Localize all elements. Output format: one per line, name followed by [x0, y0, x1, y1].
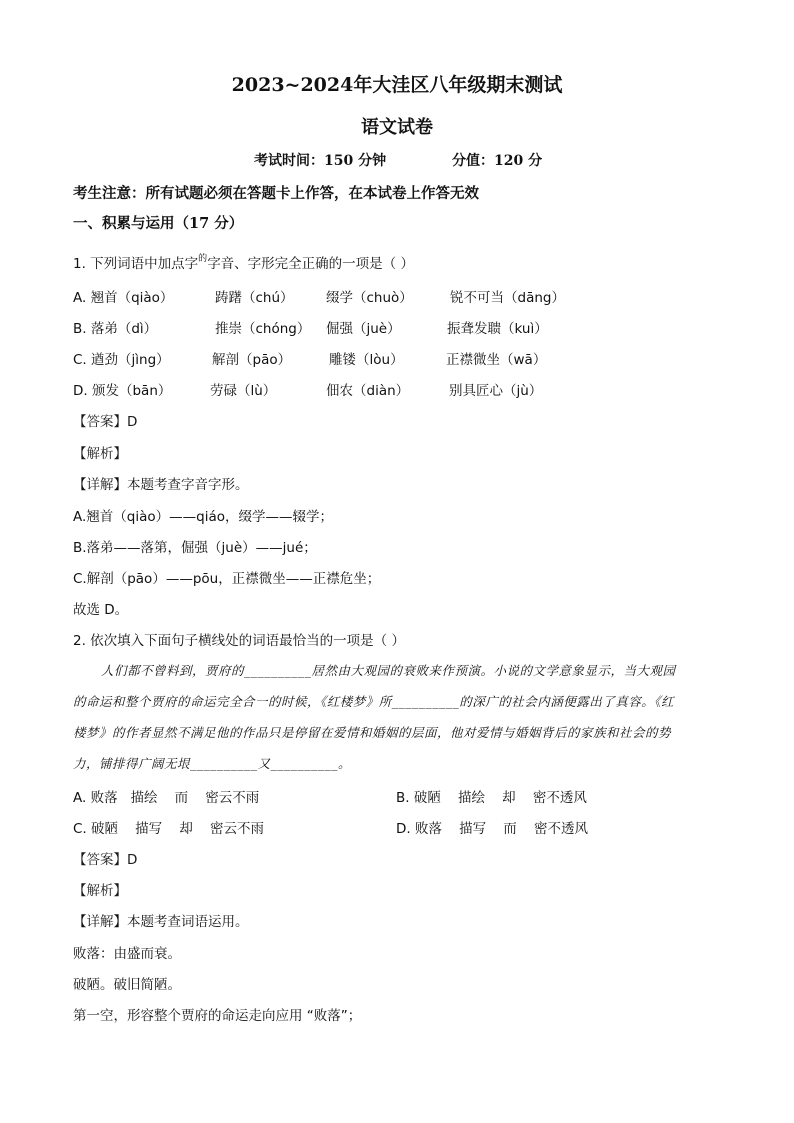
q1-line-1: A.翘首（qiào）——qiáo，缀学——辍学； [73, 509, 333, 525]
q2-option-b: B. 破陋 描绘 却 密不透风 [396, 790, 587, 806]
q2-answer: 【答案】D [73, 852, 138, 868]
q1-option-a-3: 缀学（chuò） [326, 290, 413, 306]
q1-option-a-2: 踌躇（chú） [215, 290, 294, 306]
question-1-stem-part-a: 1. 下列词语中加点字 [73, 256, 199, 272]
q1-answer: 【答案】D [73, 414, 138, 430]
q1-option-d-1: D. 颁发（bān） [73, 383, 172, 399]
q2-detail: 【详解】本题考查词语运用。 [73, 914, 249, 930]
exam-subtitle: 语文试卷 [361, 117, 433, 138]
q1-option-c-4: 正襟微坐（wā） [446, 352, 547, 368]
q2-option-d: D. 败落 描写 而 密不透风 [396, 821, 588, 837]
exam-title: 2023~2024年大洼区八年级期末测试 [231, 74, 563, 96]
question-1-stem-dot: 的 [198, 254, 208, 264]
q2-line-2: 破陋。破旧简陋。 [73, 977, 181, 993]
exam-notice: 考生注意：所有试题必须在答题卡上作答，在本试卷上作答无效 [73, 185, 479, 202]
q1-option-c-3: 雕镂（lòu） [329, 352, 404, 368]
exam-score: 分值：120 分 [452, 153, 543, 169]
q1-option-a-1: A. 翘首（qiào） [73, 290, 174, 306]
q2-option-a: A. 败落 描绘 而 密云不雨 [73, 790, 260, 806]
question-1-stem-part-b: 字音、字形完全正确的一项是（ ） [207, 256, 414, 272]
q2-passage-line-4: 力，铺排得广阔无垠__________又__________。 [73, 756, 352, 771]
q1-option-d-4: 别具匠心（jù） [449, 383, 543, 399]
q1-option-a-4: 锐不可当（dāng） [450, 290, 565, 306]
q1-line-4: 故选 D。 [73, 602, 129, 618]
q2-line-3: 第一空，形容整个贾府的命运走向应用 “败落”； [73, 1008, 362, 1024]
q1-line-2: B.落弟——落第，倔强（juè）——jué； [73, 540, 317, 556]
q1-analysis-label: 【解析】 [73, 446, 127, 462]
q1-option-b-3: 倔强（juè） [326, 321, 401, 337]
q2-line-1: 败落：由盛而衰。 [73, 946, 181, 962]
q2-analysis-label: 【解析】 [73, 883, 127, 899]
exam-time: 考试时间：150 分钟 [254, 153, 387, 169]
q1-option-d-3: 佃农（diàn） [326, 383, 410, 399]
q1-option-b-4: 振聋发聩（kuì） [447, 321, 548, 337]
question-1-stem [73, 252, 414, 272]
q2-option-c: C. 破陋 描写 却 密云不雨 [73, 821, 265, 837]
q1-option-d-2: 劳碌（lù） [210, 383, 277, 399]
section-heading: 一、积累与运用（17 分） [73, 215, 244, 232]
q2-passage-line-1: 人们都不曾料到，贾府的__________居然由大观园的衰败来作预演。小说的文学意象显示，当大观园 [101, 663, 676, 678]
q1-detail: 【详解】本题考查字音字形。 [73, 477, 249, 493]
q1-option-b-1: B. 落弟（dì） [73, 321, 158, 337]
q1-option-c-1: C. 遒劲（jìng） [73, 352, 170, 368]
q2-passage-line-2: 的命运和整个贾府的命运完全合一的时候，《红楼梦》所__________的深广的社会内涵便露出了真容。《红 [73, 694, 675, 709]
q1-option-b-2: 推崇（chóng） [215, 321, 311, 337]
q1-option-c-2: 解剖（pāo） [212, 352, 292, 368]
q2-passage-line-3: 楼梦》的作者显然不满足他的作品只是停留在爱情和婚姻的层面，他对爱情与婚姻背后的家族和社会的势 [73, 725, 672, 740]
q1-line-3: C.解剖（pāo）——pōu，正襟微坐——正襟危坐； [73, 571, 381, 587]
question-2-stem: 2. 依次填入下面句子横线处的词语最恰当的一项是（ ） [73, 633, 405, 649]
